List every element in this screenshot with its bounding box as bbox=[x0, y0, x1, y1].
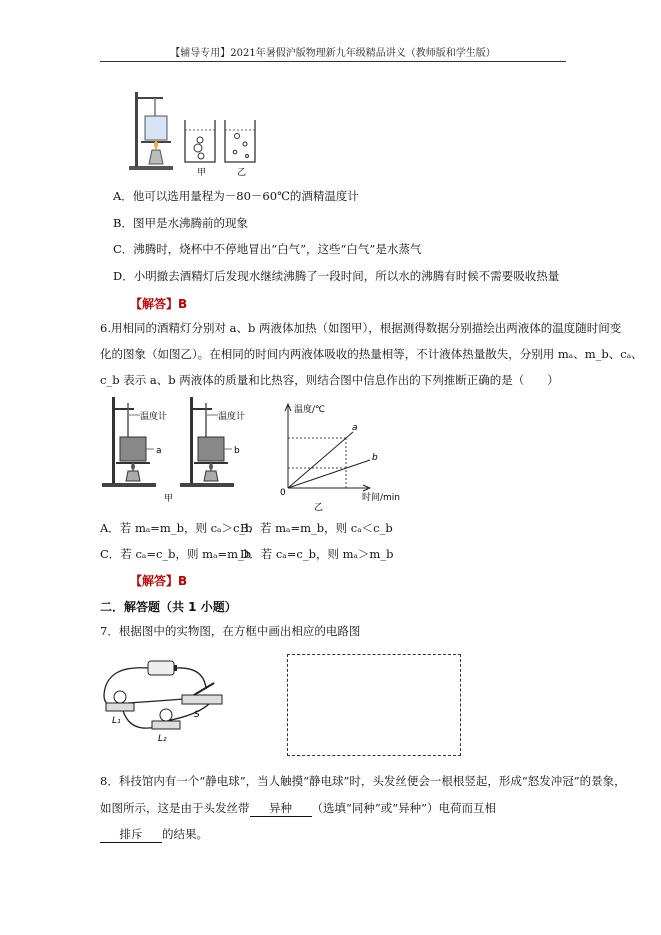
q8-line-3-suffix: 的结果。 bbox=[162, 827, 208, 841]
graph-line-b-label: b bbox=[372, 453, 378, 463]
lamp-base bbox=[152, 721, 180, 729]
q6-option-d: D．若 cₐ=c_b，则 mₐ＞m_b bbox=[240, 547, 394, 561]
alcohol-lamp bbox=[149, 150, 163, 164]
thermometer-label: 温度计 bbox=[140, 412, 168, 422]
stand-rod bbox=[135, 92, 138, 167]
q6-line-2: 化的图象（如图乙）。在相同的时间内两液体吸收的热量相等，不计液体热量散失，分别用 mₐ、m_b、cₐ、 bbox=[100, 347, 643, 361]
q6-option-a: A．若 mₐ=m_b，则 cₐ＞c_b bbox=[100, 521, 253, 535]
beaker-jia bbox=[185, 120, 215, 162]
bubble bbox=[246, 155, 249, 158]
q6-line-3: c_b 表示 a、b 两液体的质量和比热容，则结合图中信息作出的下列推断正确的是（ ） bbox=[100, 373, 559, 387]
label-jia: 甲 bbox=[197, 168, 207, 178]
q5-option-b: B．图甲是水沸腾前的现象 bbox=[113, 216, 248, 230]
bubble bbox=[243, 142, 247, 146]
q5-option-d: D．小明撤去酒精灯后发现水继续沸腾了一段时间，所以水的沸腾有时候不需要吸收热量 bbox=[113, 269, 560, 283]
beaker-a bbox=[120, 437, 146, 461]
q5-option-a: A．他可以选用量程为－80－60℃的酒精温度计 bbox=[113, 189, 359, 203]
switch-base bbox=[182, 695, 222, 704]
bulb-icon bbox=[114, 691, 126, 703]
q6-option-c: C．若 cₐ=c_b，则 mₐ=m_b bbox=[100, 547, 252, 561]
wire bbox=[128, 699, 184, 703]
thermometer-label: 温度计 bbox=[218, 412, 246, 422]
graph-line-a bbox=[288, 432, 353, 488]
q6-figure-jia bbox=[100, 395, 260, 505]
q5-option-c: C．沸腾时，烧杯中不停地冒出“白气”，这些“白气”是水蒸气 bbox=[113, 242, 422, 256]
section-title: 二．解答题（共 1 小题） bbox=[100, 600, 237, 614]
graph-ylabel: 温度/℃ bbox=[294, 405, 326, 415]
switch-icon bbox=[194, 683, 214, 695]
graph-xlabel: 时间/min bbox=[362, 493, 401, 503]
liquid-a-label: a bbox=[156, 446, 162, 456]
label-yi: 乙 bbox=[237, 168, 247, 178]
q8-line-2-prefix: 如图所示，这是由于头发丝带 bbox=[100, 801, 250, 815]
lamp-base bbox=[106, 703, 134, 711]
q8-line-2 bbox=[100, 800, 496, 817]
bubble bbox=[235, 134, 240, 139]
alcohol-lamp bbox=[126, 471, 140, 481]
graph-line-b bbox=[288, 460, 370, 488]
q6-answer: 【解答】B bbox=[130, 574, 188, 588]
stand-base bbox=[180, 483, 234, 487]
label-s: S bbox=[194, 710, 200, 720]
q8-line-3 bbox=[100, 826, 208, 843]
page-header: 【辅导专用】2021年暑假沪版物理新九年级精品讲义（教师版和学生版） bbox=[170, 48, 496, 59]
bulb-icon bbox=[160, 709, 172, 721]
bubble bbox=[194, 144, 202, 152]
beaker-on-stand bbox=[145, 116, 167, 140]
flame-icon bbox=[131, 463, 135, 471]
graph-origin: 0 bbox=[280, 488, 286, 498]
graph-line-a-label: a bbox=[352, 423, 358, 433]
stand-base bbox=[102, 483, 156, 487]
q7-answer-box bbox=[287, 654, 461, 756]
figure-boiling-beakers bbox=[125, 88, 275, 180]
q7-text: 7．根据图中的实物图，在方框中画出相应的电路图 bbox=[100, 624, 361, 638]
label-jia: 甲 bbox=[164, 494, 174, 504]
label-l1: L₁ bbox=[112, 716, 121, 726]
label-l2: L₂ bbox=[158, 734, 167, 744]
q6-figure-yi-graph bbox=[278, 398, 418, 512]
bubble bbox=[197, 137, 203, 143]
q8-line-2-suffix: （选填“同种”或“异种”）电荷而互相 bbox=[311, 801, 497, 815]
q7-circuit-diagram bbox=[98, 655, 248, 745]
bubble bbox=[198, 153, 204, 159]
battery-icon bbox=[148, 661, 174, 675]
q8-blank-2: 排斥 bbox=[100, 826, 162, 843]
q6-line-1: 6.用相同的酒精灯分别对 a、b 两液体加热（如图甲），根据测得数据分别描绘出两液体的温度随时间变 bbox=[100, 321, 622, 335]
alcohol-lamp bbox=[204, 471, 218, 481]
beaker-yi bbox=[225, 120, 255, 162]
label-yi: 乙 bbox=[314, 503, 324, 512]
beaker-b bbox=[198, 437, 224, 461]
header-rule bbox=[100, 61, 566, 62]
q6-option-b: B．若 mₐ=m_b，则 cₐ＜c_b bbox=[240, 521, 393, 535]
q8-line-1: 8．科技馆内有一个“静电球”，当人触摸“静电球”时，头发丝便会一根根竖起，形成“怒发冲冠”的景象， bbox=[100, 774, 626, 788]
liquid-b-label: b bbox=[234, 446, 240, 456]
wire bbox=[166, 703, 210, 721]
flame-icon bbox=[209, 463, 213, 471]
bubble bbox=[233, 150, 237, 154]
wire bbox=[177, 668, 206, 689]
q5-answer: 【解答】B bbox=[130, 297, 188, 311]
q8-blank-1: 异种 bbox=[250, 800, 312, 817]
